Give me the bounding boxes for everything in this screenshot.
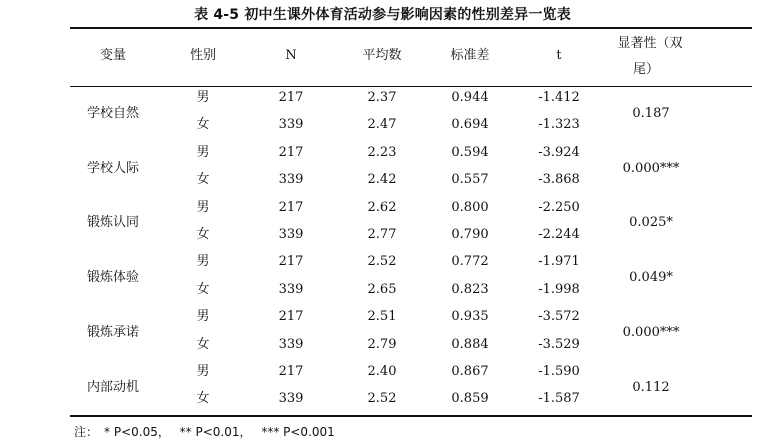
header-rule <box>70 86 752 87</box>
header-mean: 平均数 <box>362 48 402 63</box>
table-note <box>74 423 341 440</box>
cell-n: 217 <box>278 199 304 215</box>
header-n: N <box>285 48 297 63</box>
group-significance: 0.112 <box>632 379 670 395</box>
cell-t: -1.323 <box>538 117 580 133</box>
group-significance: 0.187 <box>632 105 670 121</box>
cell-sd: 0.772 <box>451 254 489 270</box>
cell-n: 339 <box>278 227 304 242</box>
cell-gender: 男 <box>196 199 210 215</box>
cell-n: 339 <box>278 172 304 188</box>
cell-t: -3.529 <box>538 336 580 352</box>
top-rule <box>70 27 752 29</box>
cell-t: -1.412 <box>538 90 580 105</box>
cell-sd: 0.867 <box>451 364 489 379</box>
cell-n: 217 <box>278 144 304 160</box>
header-sig-line1: 显著性（双 <box>617 36 683 51</box>
note-item-3: *** P<0.001 <box>261 425 335 439</box>
cell-mean: 2.52 <box>367 391 397 407</box>
group-name: 学校人际 <box>86 160 140 176</box>
cell-gender: 女 <box>196 281 210 297</box>
cell-sd: 0.859 <box>451 391 489 407</box>
cell-t: -2.250 <box>538 199 580 215</box>
header-t: t <box>556 48 562 63</box>
cell-sd: 0.944 <box>451 90 489 105</box>
cell-n: 339 <box>278 281 304 297</box>
cell-gender: 男 <box>196 254 210 270</box>
cell-gender: 女 <box>196 227 210 242</box>
cell-n: 339 <box>278 117 304 133</box>
group-name: 学校自然 <box>86 105 140 121</box>
header-sd: 标准差 <box>450 48 490 63</box>
cell-gender: 男 <box>196 364 210 379</box>
bottom-rule <box>70 415 752 417</box>
cell-t: -3.924 <box>538 144 580 160</box>
group-significance: 0.000*** <box>622 160 680 176</box>
cell-sd: 0.594 <box>451 144 489 160</box>
cell-mean: 2.47 <box>367 117 397 133</box>
group-name: 锻炼认同 <box>86 215 140 231</box>
cell-n: 339 <box>278 336 304 352</box>
cell-sd: 0.884 <box>451 336 489 352</box>
header-variable: 变量 <box>99 48 127 63</box>
cell-mean: 2.52 <box>367 254 397 270</box>
cell-t: -1.998 <box>538 281 580 297</box>
cell-n: 339 <box>278 391 304 407</box>
cell-gender: 女 <box>196 172 210 188</box>
header-gender: 性别 <box>189 48 217 63</box>
cell-n: 217 <box>278 90 304 105</box>
cell-mean: 2.40 <box>367 364 397 379</box>
cell-t: -3.868 <box>538 172 580 188</box>
cell-gender: 男 <box>196 309 210 325</box>
cell-n: 217 <box>278 364 304 379</box>
header-sig-line2: 尾） <box>632 62 660 77</box>
cell-mean: 2.42 <box>367 172 397 188</box>
cell-gender: 女 <box>196 391 210 407</box>
note-item-1: * P<0.05， <box>104 425 170 439</box>
cell-mean: 2.62 <box>367 199 397 215</box>
cell-sd: 0.694 <box>451 117 489 133</box>
cell-sd: 0.557 <box>451 172 489 188</box>
cell-mean: 2.77 <box>367 227 397 242</box>
cell-gender: 女 <box>196 336 210 352</box>
cell-t: -1.971 <box>538 254 580 270</box>
cell-n: 217 <box>278 309 304 325</box>
cell-t: -3.572 <box>538 309 580 325</box>
group-significance: 0.025* <box>629 215 673 231</box>
cell-gender: 女 <box>196 117 210 133</box>
cell-mean: 2.79 <box>367 336 397 352</box>
cell-mean: 2.37 <box>367 90 397 105</box>
group-name: 内部动机 <box>86 379 140 395</box>
note-item-2: ** P<0.01， <box>179 425 252 439</box>
group-name: 锻炼承诺 <box>86 324 140 340</box>
cell-sd: 0.790 <box>451 227 489 242</box>
cell-sd: 0.800 <box>451 199 489 215</box>
table-title: 表 4-5 初中生课外体育活动参与影响因素的性别差异一览表 <box>194 7 571 23</box>
group-name: 锻炼体验 <box>86 270 140 286</box>
note-label: 注： <box>74 425 99 439</box>
cell-n: 217 <box>278 254 304 270</box>
cell-mean: 2.51 <box>367 309 397 325</box>
cell-mean: 2.65 <box>367 281 397 297</box>
group-significance: 0.000*** <box>622 324 680 340</box>
group-significance: 0.049* <box>629 270 673 286</box>
cell-t: -2.244 <box>538 227 580 242</box>
cell-sd: 0.935 <box>451 309 489 325</box>
cell-sd: 0.823 <box>451 281 489 297</box>
cell-t: -1.587 <box>538 391 580 407</box>
cell-gender: 男 <box>196 90 210 105</box>
cell-mean: 2.23 <box>367 144 397 160</box>
cell-t: -1.590 <box>538 364 580 379</box>
cell-gender: 男 <box>196 144 210 160</box>
